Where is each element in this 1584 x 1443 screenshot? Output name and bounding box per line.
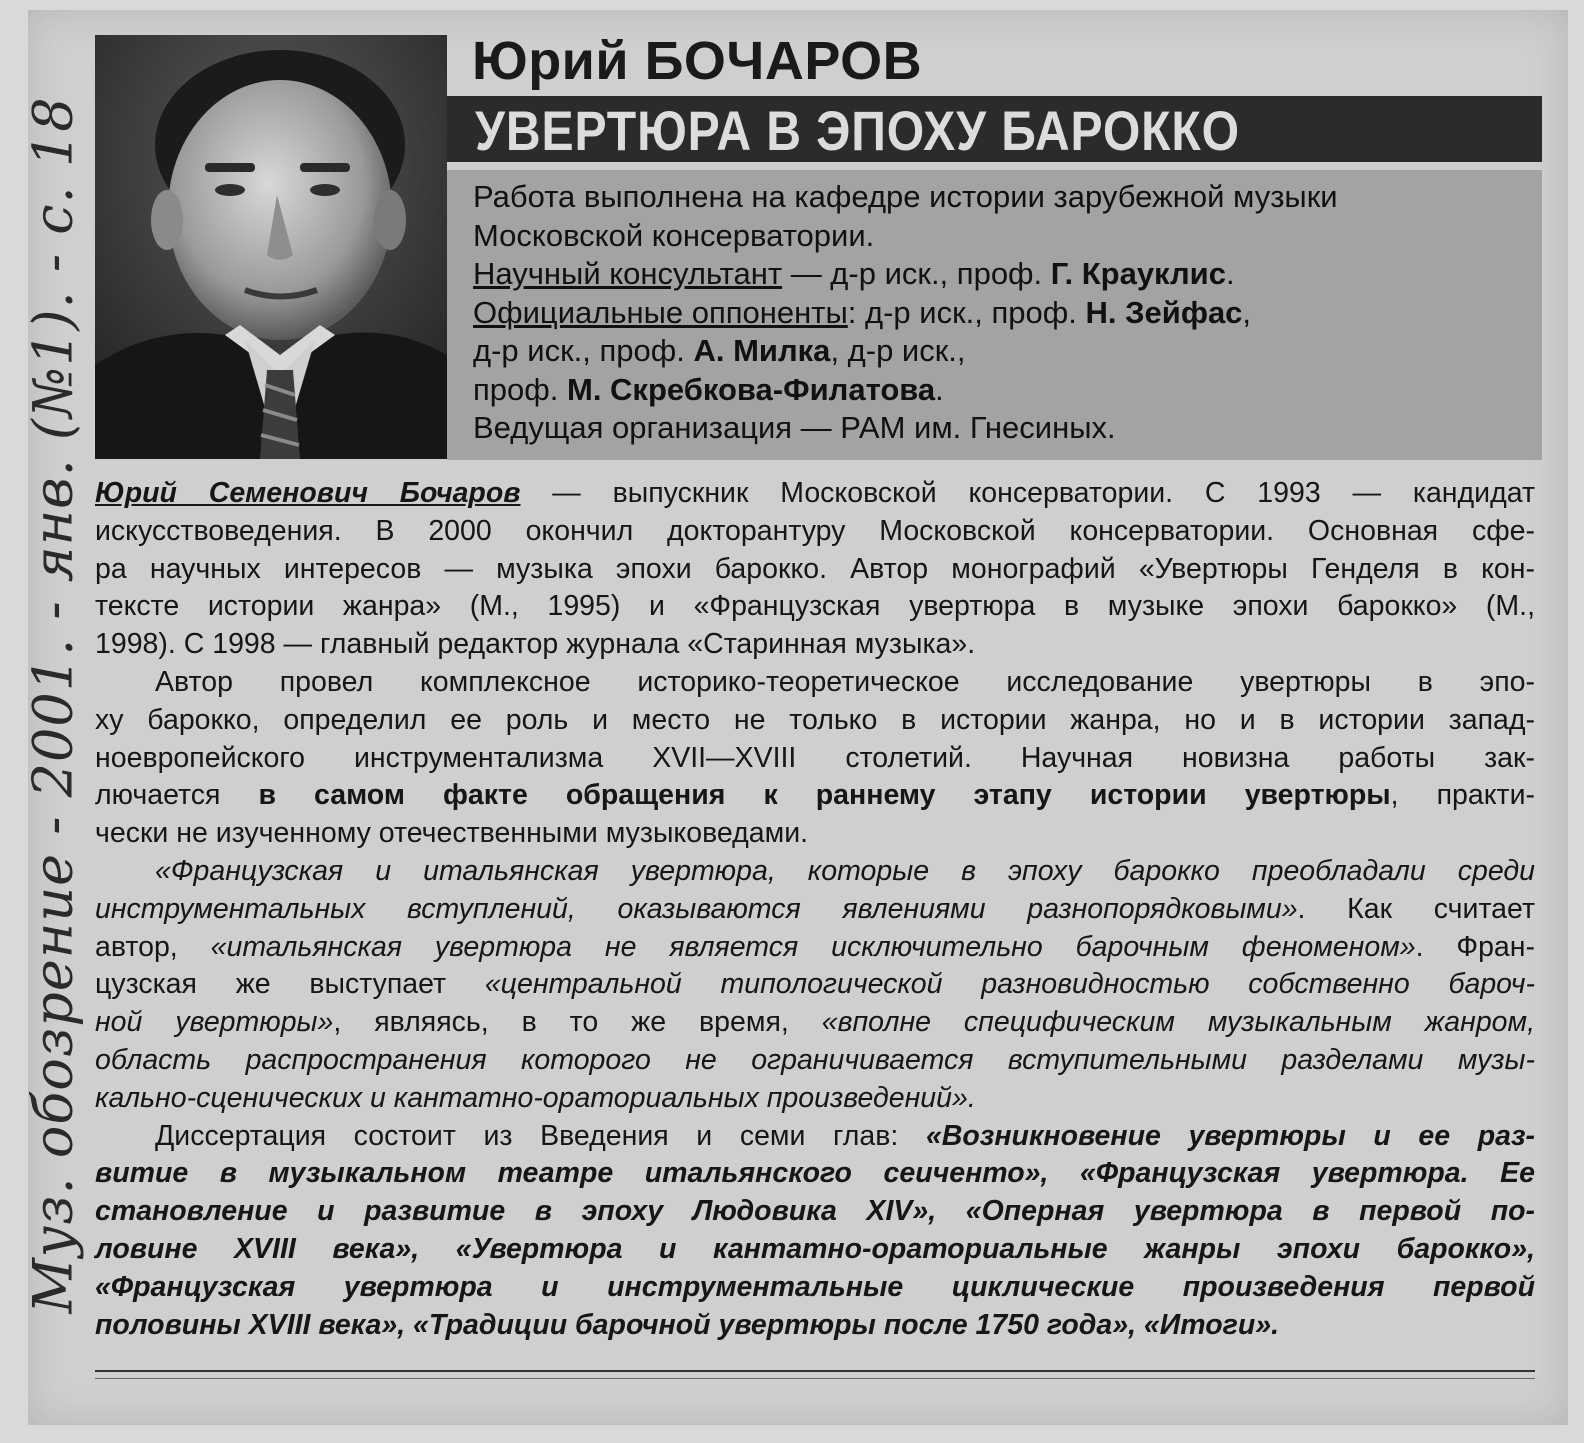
- p3-line-1: «Французская и итальянская увертюра, которые в эпоху барокко преобладали среди: [155, 854, 1535, 887]
- info-line-opponents-3: проф. М. Скребкова-Филатова.: [473, 371, 944, 407]
- handwritten-citation-note: Муз. обозрение - 2001. - янв. (№1). - с. 18: [21, 96, 85, 1314]
- p3-line-5: ной увертюры», являясь, в то же время, «вполне специфическим музыкальным жанром,: [95, 1006, 1535, 1039]
- p4-line-6: половины XVIII века», «Традиции барочной увертюры после 1750 года», «Итоги».: [95, 1308, 1280, 1341]
- p1-line-1: Юрий Семенович Бочаров — выпускник Московской консерватории. С 1993 — кандидат: [95, 477, 1535, 509]
- p2-line-1: Автор провел комплексное историко-теоретическое исследование увертюры в эпо-: [155, 665, 1535, 698]
- info-line-department: Работа выполнена на кафедре истории зарубежной музыки: [473, 179, 1338, 214]
- p3-line-3: автор, «итальянская увертюра не является исключительно барочным феноменом». Фран-: [95, 930, 1536, 963]
- p3-line-2: инструментальных вступлений, оказываются явлениями разнопорядковыми». Как считает: [95, 892, 1535, 925]
- p4-line-3: становление и развитие в эпоху Людовика XIV», «Оперная увертюра в первой по-: [95, 1195, 1535, 1228]
- p4-line-4: ловине XVIII века», «Увертюра и кантатно-ораториальные жанры эпохи барокко»,: [95, 1232, 1535, 1265]
- info-line-consultant: Научный консультант — д-р иск., проф. Г. Крауклис.: [473, 256, 1235, 291]
- p2-line-4: лючается в самом факте обращения к раннему этапу истории увертюры, практи-: [95, 779, 1535, 812]
- p2-line-5: чески не изученному отечественными музыковедами.: [95, 817, 809, 850]
- p1-line-2: искусствоведения. В 2000 окончил докторантуру Московской консерватории. Основная сфе-: [95, 514, 1535, 547]
- p3-line-4: цузская же выступает «центральной типологической разновидностью собственно бароч-: [95, 968, 1535, 1001]
- p2-line-2: ху барокко, определил ее роль и место не только в истории жанра, но и в истории запад-: [95, 703, 1535, 736]
- title-banner: [447, 96, 1542, 162]
- author-portrait-image: [95, 35, 447, 459]
- p1-line-5: 1998). С 1998 — главный редактор журнала «Старинная музыка».: [95, 628, 976, 661]
- article-title: УВЕРТЮРА В ЭПОХУ БАРОККО: [475, 99, 1241, 162]
- p1-line-4: тексте истории жанра» (М., 1995) и «Французская увертюра в музыке эпохи барокко» (М.,: [95, 590, 1535, 623]
- p2-line-3: ноевропейского инструментализма XVII—XVIII столетий. Научная новизна работы зак-: [95, 741, 1535, 774]
- author-photo: [95, 35, 447, 459]
- p4-line-5: «Французская увертюра и инструментальные циклические произведения первой: [95, 1270, 1535, 1303]
- info-line-opponents-2: д-р иск., проф. А. Милка, д-р иск.,: [473, 333, 966, 368]
- author-name: Юрий БОЧАРОВ: [472, 31, 923, 91]
- p4-line-2: витие в музыкальном театре итальянского сеиченто», «Французская увертюра. Ее: [95, 1157, 1535, 1190]
- dissertation-info-box: [447, 170, 1542, 460]
- p3-line-7: кально-сценических и кантатно-ораториальных произведений».: [95, 1081, 976, 1114]
- bottom-rule-thin: [95, 1378, 1535, 1379]
- info-line-conservatory: Московской консерватории.: [473, 217, 875, 253]
- info-line-leading-org: Ведущая организация — РАМ им. Гнесиных.: [473, 410, 1116, 445]
- info-line-opponents: Официальные оппоненты: д-р иск., проф. Н. Зейфас,: [473, 294, 1252, 330]
- article-body: [95, 475, 1535, 1344]
- p3-line-6: область распространения которого не ограничивается вступительными разделами музы-: [95, 1043, 1535, 1076]
- p4-line-1: Диссертация состоит из Введения и семи глав: «Возникновение увертюры и ее раз-: [155, 1119, 1535, 1152]
- bottom-rule: [95, 1370, 1535, 1372]
- p1-line-3: ра научных интересов — музыка эпохи барокко. Автор монографий «Увертюры Генделя в кон-: [95, 552, 1535, 585]
